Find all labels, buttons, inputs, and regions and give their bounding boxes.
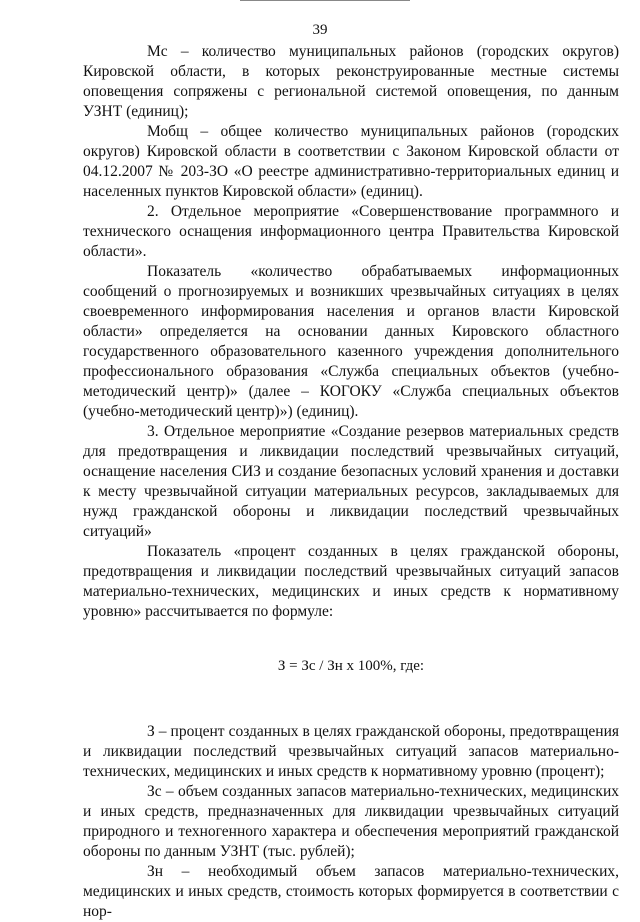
formula: З = Зс / Зн х 100%, где: (277, 658, 425, 674)
paragraph-indicator-messages: Показатель «количество обрабатываемых информационных сообщений о прогнозируемых и возникших чрезвычайных ситуациях в целях своевременного информирования населения и органов власти Кировской области» определяется на основании данных Кировского областного государственного образовательного казенного учреждения дополнительного профессионального образования «Служба специальных объектов (учебно-методический центр)» (далее – КОГОКУ «Служба специальных объектов (учебно-методический центр)») (единиц). (83, 263, 619, 420)
page-number: 39 (312, 22, 328, 38)
paragraph-ms-definition: Мс – количество муниципальных районов (городских округов) Кировской области, в которых реконструированные местные системы оповещения сопряжены с региональной системой оповещения, по данным УЗНТ (единиц); (83, 43, 619, 120)
paragraph-z-definition: З – процент созданных в целях гражданской обороны, предотвращения и ликвидации последствий чрезвычайных ситуаций запасов материально-технических, медицинских и иных средств к нормативному уровню (процент); (83, 723, 619, 780)
paragraph-zs-definition: Зс – объем созданных запасов материально-технических, медицинских и иных средств, предназначенных для ликвидации чрезвычайных ситуаций природного и техногенного характера и обеспечения мероприятий гражданской обороны по данным УЗНТ (тыс. рублей); (83, 783, 619, 860)
paragraph-mobsh-definition: Мобщ – общее количество муниципальных районов (городских округов) Кировской области в соответствии с Законом Кировской области от 04.12.2007 № 203-ЗО «О реестре административно-территориальных единиц и населенных пунктов Кировской области» (единиц). (83, 123, 619, 200)
document-body (83, 42, 619, 922)
paragraph-indicator-reserves: Показатель «процент созданных в целях гражданской обороны, предотвращения и ликвидации последствий чрезвычайных ситуаций запасов материально-технических, медицинских и иных средств к нормативному уровню» рассчитывается по формуле: (83, 543, 619, 620)
paragraph-zn-definition: Зн – необходимый объем запасов материально-технических, медицинских и иных средств, стоимость которых формируется в соответствии с нор- (83, 863, 619, 920)
paragraph-measure-3: 3. Отдельное мероприятие «Создание резервов материальных средств для предотвращения и ликвидации последствий чрезвычайных ситуаций, оснащение населения СИЗ и создание безопасных условий хранения и доставки к месту чрезвычайной ситуации материальных ресурсов, закладываемых для нужд гражданской обороны и ликвидации последствий чрезвычайных ситуаций» (83, 423, 619, 540)
paragraph-measure-2: 2. Отдельное мероприятие «Совершенствование программного и технического оснащения информационного центра Правительства Кировской области». (83, 203, 619, 260)
scan-edge-line (240, 0, 410, 1)
